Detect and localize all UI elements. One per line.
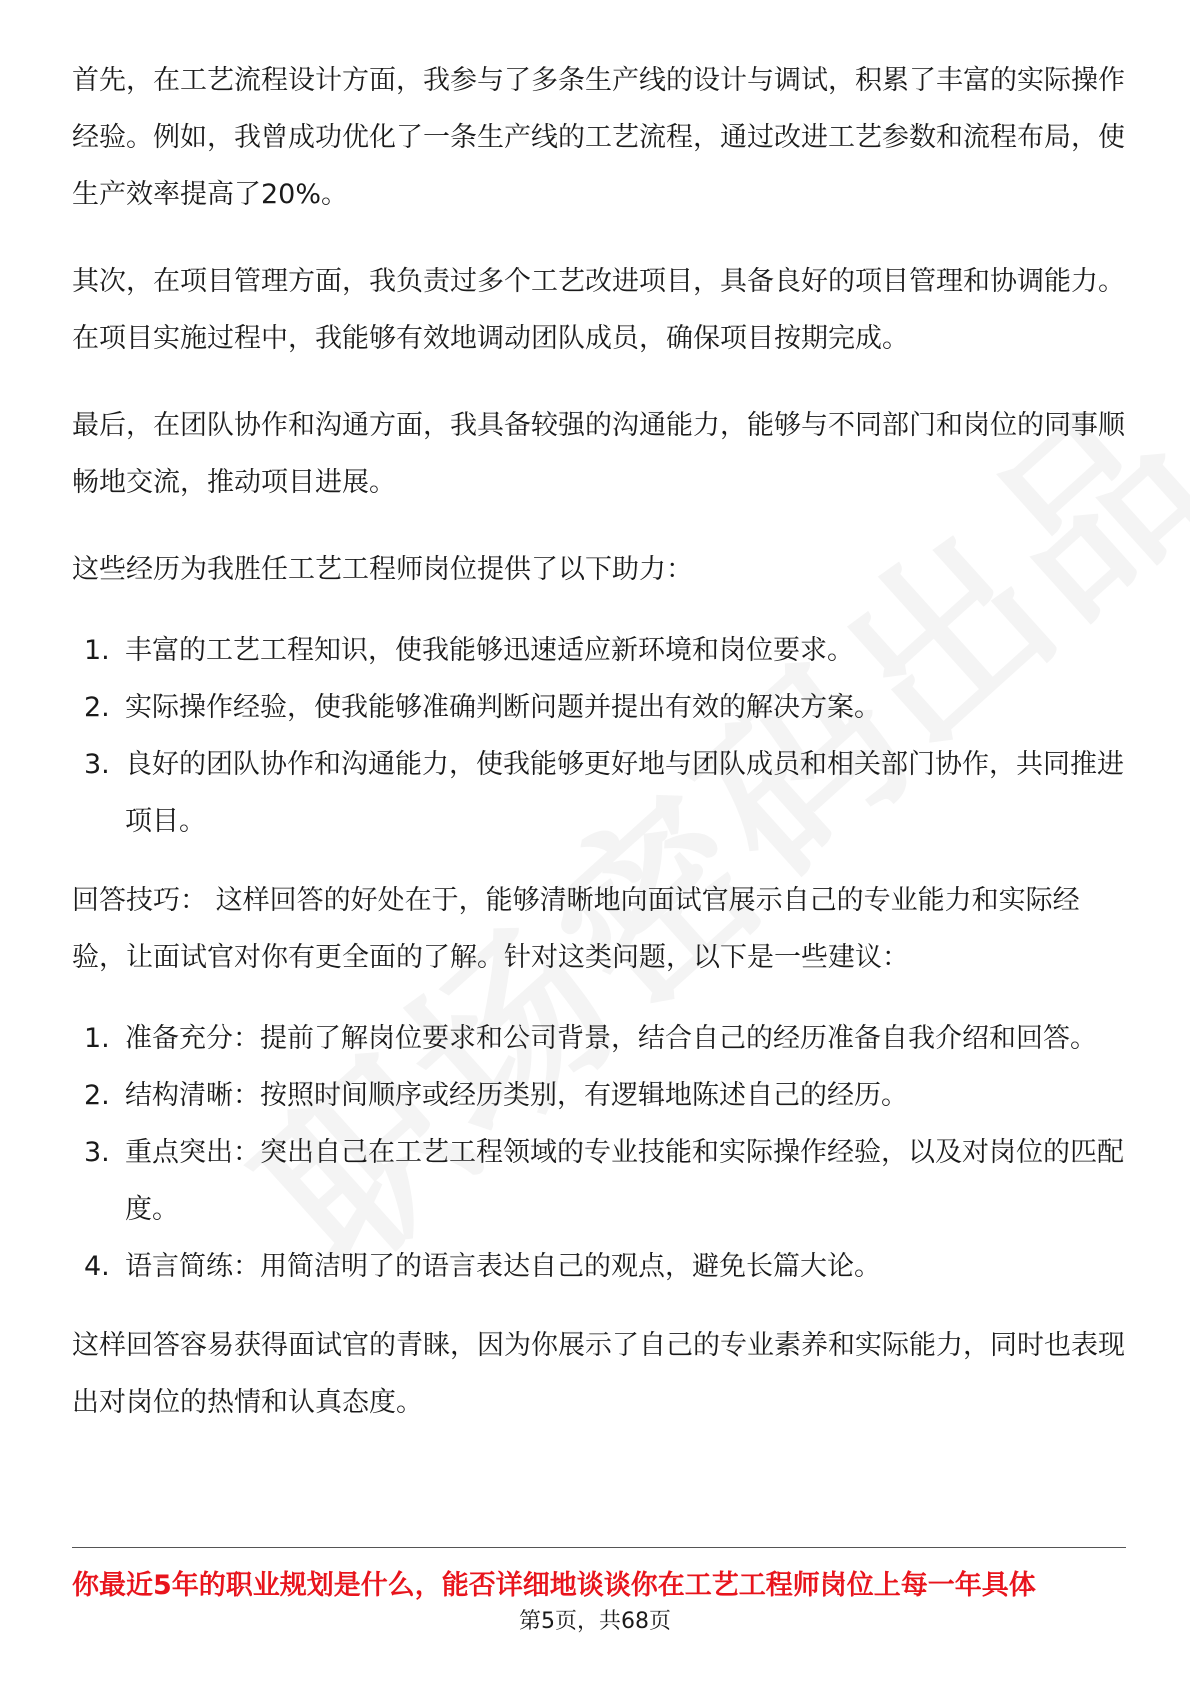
section-divider: [72, 1547, 1126, 1548]
paragraph-teamwork: 最后，在团队协作和沟通方面，我具备较强的沟通能力，能够与不同部门和岗位的同事顺畅地交流，推动项目进展。: [72, 410, 1125, 498]
list-item-number: 1.: [84, 635, 110, 666]
list-item: [72, 736, 1132, 850]
list-item: [72, 1010, 1132, 1067]
document-body: [72, 52, 1132, 1431]
list-item: [72, 1067, 1132, 1124]
list-item: [72, 622, 1132, 679]
tips-list: [72, 1010, 1132, 1295]
paragraph-project-management: 其次，在项目管理方面，我负责过多个工艺改进项目，具备良好的项目管理和协调能力。在项目实施过程中，我能够有效地调动团队成员，确保项目按期完成。: [72, 266, 1125, 354]
list-item-text: 良好的团队协作和沟通能力，使我能够更好地与团队成员和相关部门协作，共同推进项目。: [125, 749, 1124, 837]
list-item: [72, 1124, 1132, 1238]
list-item-text: 结构清晰：按照时间顺序或经历类别，有逻辑地陈述自己的经历。: [125, 1080, 908, 1111]
paragraph-benefits-intro: 这些经历为我胜任工艺工程师岗位提供了以下助力：: [72, 554, 693, 585]
benefits-list: [72, 622, 1132, 850]
list-item: [72, 679, 1132, 736]
list-item-text: 语言简练：用简洁明了的语言表达自己的观点，避免长篇大论。: [125, 1251, 881, 1282]
list-item-number: 4.: [84, 1251, 110, 1282]
list-item-text: 准备充分：提前了解岗位要求和公司背景，结合自己的经历准备自我介绍和回答。: [125, 1023, 1097, 1054]
list-item-number: 1.: [84, 1023, 110, 1054]
list-item-number: 2.: [84, 692, 110, 723]
list-item-number: 3.: [84, 1137, 110, 1168]
next-question-heading: 你最近5年的职业规划是什么，能否详细地谈谈你在工艺工程师岗位上每一年具体: [72, 1570, 1036, 1601]
paragraph-answer-tips: 回答技巧： 这样回答的好处在于，能够清晰地向面试官展示自己的专业能力和实际经验，让面试官对你有更全面的了解。针对这类问题，以下是一些建议：: [72, 885, 1080, 973]
page-number: 第5页，共68页: [519, 1609, 671, 1634]
paragraph-process-design: 首先，在工艺流程设计方面，我参与了多条生产线的设计与调试，积累了丰富的实际操作经验。例如，我曾成功优化了一条生产线的工艺流程，通过改进工艺参数和流程布局，使生产效率提高了20%。: [72, 65, 1125, 210]
list-item-number: 2.: [84, 1080, 110, 1111]
list-item-text: 丰富的工艺工程知识，使我能够迅速适应新环境和岗位要求。: [125, 635, 854, 666]
list-item-text: 重点突出：突出自己在工艺工程领域的专业技能和实际操作经验，以及对岗位的匹配度。: [125, 1137, 1124, 1225]
paragraph-closing: 这样回答容易获得面试官的青睐，因为你展示了自己的专业素养和实际能力，同时也表现出对岗位的热情和认真态度。: [72, 1330, 1125, 1418]
list-item-text: 实际操作经验，使我能够准确判断问题并提出有效的解决方案。: [125, 692, 881, 723]
list-item: [72, 1238, 1132, 1295]
list-item-number: 3.: [84, 749, 110, 780]
